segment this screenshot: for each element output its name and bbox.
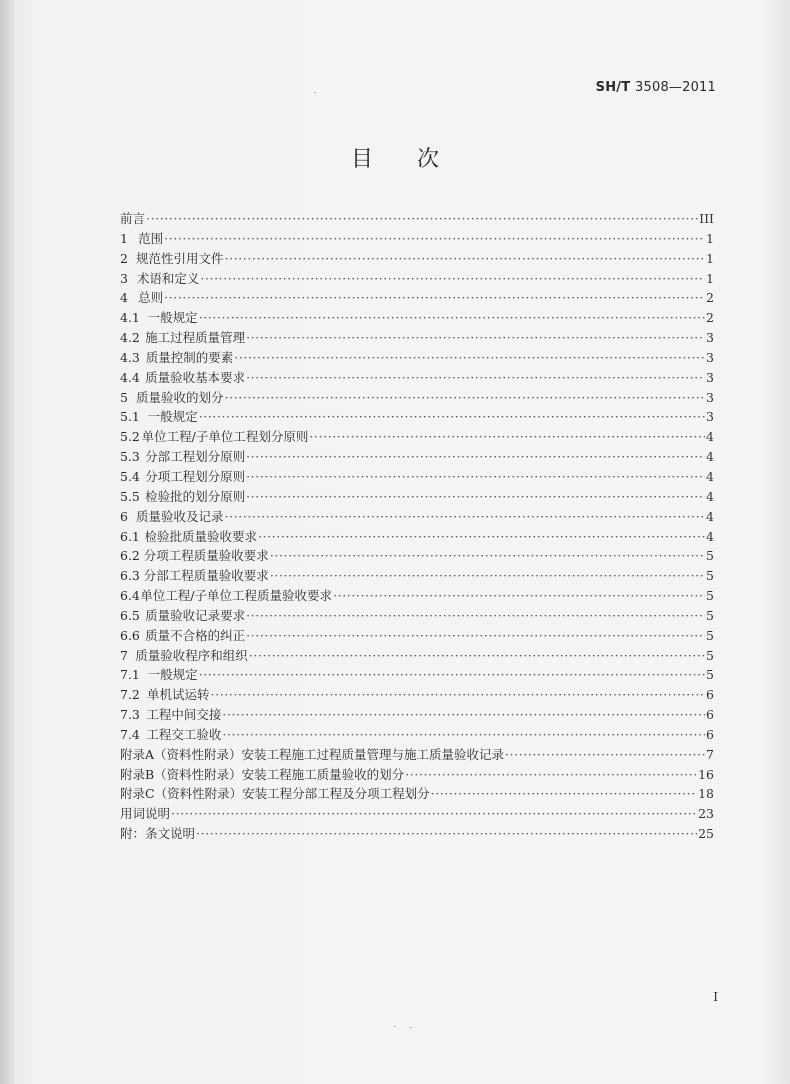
toc-entry-number: 4 [120, 290, 128, 306]
toc-dot-leader [211, 685, 706, 705]
toc-dot-leader [246, 487, 705, 507]
toc-entry-number: 7.1 [120, 667, 140, 683]
toc-dot-leader [309, 427, 705, 447]
toc-entry [120, 348, 714, 368]
toc-entry-page: 18 [698, 786, 714, 802]
toc-entry-page: 3 [706, 349, 714, 365]
toc-entry-label: 前言 [120, 211, 146, 226]
toc-entry [120, 328, 714, 348]
toc-entry-page: 1 [706, 250, 714, 266]
toc-entry [120, 427, 714, 447]
document-code-number: 3508—2011 [635, 80, 716, 95]
toc-dot-leader [225, 249, 705, 269]
toc-entry [120, 646, 714, 666]
toc-entry-page: 5 [706, 627, 714, 643]
toc-entry-label: 范围 [138, 230, 164, 246]
toc-entry-label: 一般规定 [147, 310, 198, 326]
toc-entry-page: 4 [706, 429, 714, 445]
table-of-contents [120, 209, 714, 844]
toc-entry [120, 467, 714, 487]
toc-entry-page: 5 [706, 607, 714, 623]
toc-entry-page: 5 [706, 548, 714, 564]
toc-entry-label: 一般规定 [147, 667, 198, 683]
toc-dot-leader [246, 368, 705, 388]
toc-dot-leader [258, 527, 705, 547]
toc-entry-label: 质量验收及记录 [136, 508, 224, 524]
toc-entry [120, 586, 714, 606]
toc-entry [120, 784, 714, 804]
toc-dot-leader [164, 229, 705, 249]
toc-entry-label: 检验批的划分原则 [145, 488, 246, 504]
toc-entry [120, 765, 714, 785]
toc-dot-leader [333, 586, 705, 606]
toc-entry-label: 一般规定 [147, 409, 198, 425]
toc-entry-number: 5 [120, 389, 128, 405]
toc-entry-number: 3 [120, 270, 128, 286]
toc-entry-number: 7 [120, 647, 128, 663]
toc-dot-leader [199, 665, 705, 685]
page-title: 目次 [350, 147, 483, 172]
toc-dot-leader [225, 507, 705, 527]
toc-entry-number: 6.4 [120, 588, 140, 604]
toc-entry-page: 3 [706, 369, 714, 385]
toc-entry [120, 249, 714, 269]
toc-entry-number: 7.2 [120, 687, 140, 703]
toc-dot-leader [505, 745, 705, 765]
toc-entry-page: 16 [698, 766, 714, 782]
toc-entry-label: 工程中间交接 [146, 707, 222, 723]
toc-entry-label: 分部工程质量验收要求 [143, 568, 269, 584]
toc-entry [120, 745, 714, 765]
toc-dot-leader [246, 328, 705, 348]
toc-entry-page: 7 [706, 746, 714, 762]
toc-entry-page: 4 [706, 449, 714, 465]
toc-entry-label: 检验批质量验收要求 [144, 528, 257, 544]
toc-entry-number: 6 [120, 508, 128, 524]
toc-entry-number: 6.2 [120, 548, 140, 564]
toc-entry-page: III [699, 211, 714, 226]
toc-entry [120, 388, 714, 408]
toc-entry-page: 3 [706, 389, 714, 405]
toc-dot-leader [164, 288, 705, 308]
toc-entry [120, 606, 714, 626]
toc-entry-number: 6.5 [120, 607, 140, 623]
toc-entry-number: 7.4 [120, 726, 140, 742]
toc-entry-number: 4.2 [120, 330, 140, 346]
toc-entry-number: 5.1 [120, 409, 140, 425]
toc-entry [120, 229, 714, 249]
toc-dot-leader [234, 348, 705, 368]
toc-entry [120, 407, 714, 427]
toc-entry-page: 4 [706, 528, 714, 544]
toc-entry-number: 5.2 [120, 429, 140, 445]
toc-entry-label: 术语和定义 [136, 270, 200, 286]
toc-entry-page: 4 [706, 508, 714, 524]
toc-dot-leader [431, 784, 698, 804]
toc-entry-page: 5 [706, 647, 714, 663]
toc-entry-page: 2 [706, 290, 714, 306]
toc-entry-page: 1 [706, 230, 714, 246]
toc-entry-number: 4.1 [120, 310, 140, 326]
toc-entry [120, 269, 714, 289]
document-code [596, 80, 716, 95]
toc-entry-page: 4 [706, 488, 714, 504]
toc-entry-label: 分项工程划分原则 [145, 468, 246, 484]
toc-entry-page: 5 [706, 588, 714, 604]
toc-entry-label: 用词说明 [120, 806, 171, 822]
toc-entry-number: 5.4 [120, 468, 140, 484]
toc-entry [120, 527, 714, 547]
toc-entry-number: 4.3 [120, 349, 140, 365]
scan-speck [394, 1026, 396, 1027]
toc-entry-page: 23 [698, 806, 714, 822]
toc-entry [120, 546, 714, 566]
page-number: I [713, 990, 718, 1004]
toc-dot-leader [270, 546, 705, 566]
toc-entry-page: 6 [706, 687, 714, 703]
toc-entry-number: 4.4 [120, 369, 140, 385]
toc-entry-page: 6 [706, 726, 714, 742]
toc-dot-leader [171, 804, 697, 824]
toc-entry [120, 368, 714, 388]
toc-entry [120, 665, 714, 685]
toc-entry [120, 685, 714, 705]
toc-entry-label: 质量验收程序和组织 [135, 647, 248, 663]
toc-entry-number: 2 [120, 250, 128, 266]
toc-dot-leader [270, 566, 705, 586]
toc-entry-number: 6.6 [120, 627, 140, 643]
toc-entry-label: 工程交工验收 [146, 726, 222, 742]
toc-entry-page: 25 [698, 826, 714, 842]
toc-entry-label: 单位工程/子单位工程划分原则 [141, 429, 309, 445]
toc-entry [120, 447, 714, 467]
toc-entry [120, 308, 714, 328]
toc-entry-label: 附录C（资料性附录）安装工程分部工程及分项工程划分 [120, 786, 430, 802]
toc-entry-label: 附录B（资料性附录）安装工程施工质量验收的划分 [120, 766, 405, 782]
toc-entry-label: 附录A（资料性附录）安装工程施工过程质量管理与施工质量验收记录 [120, 746, 505, 762]
toc-entry-number: 6.1 [120, 528, 140, 544]
toc-entry-page: 5 [706, 667, 714, 683]
toc-entry [120, 288, 714, 308]
toc-entry [120, 824, 714, 844]
toc-entry-number: 5.3 [120, 449, 140, 465]
toc-entry-page: 1 [706, 270, 714, 286]
toc-dot-leader [222, 705, 705, 725]
toc-dot-leader [146, 209, 698, 229]
toc-entry-label: 质量不合格的纠正 [145, 627, 246, 643]
toc-entry-label: 质量验收记录要求 [145, 607, 246, 623]
toc-entry-label: 质量验收的划分 [136, 389, 224, 405]
toc-entry-label: 分部工程划分原则 [145, 449, 246, 465]
toc-entry-label: 附：条文说明 [120, 826, 196, 842]
toc-entry-number: 1 [120, 230, 128, 246]
toc-dot-leader [225, 388, 705, 408]
toc-entry [120, 507, 714, 527]
toc-entry-page: 2 [706, 310, 714, 326]
toc-entry-label: 总则 [138, 290, 164, 306]
toc-dot-leader [405, 765, 697, 785]
toc-dot-leader [249, 646, 705, 666]
toc-dot-leader [196, 824, 697, 844]
toc-entry [120, 725, 714, 745]
toc-entry-page: 3 [706, 409, 714, 425]
toc-entry-label: 质量验收基本要求 [145, 369, 246, 385]
toc-dot-leader [246, 447, 705, 467]
toc-entry-page: 5 [706, 568, 714, 584]
scan-speck [314, 92, 316, 93]
toc-dot-leader [200, 269, 705, 289]
scan-speck [410, 1027, 412, 1028]
toc-entry [120, 487, 714, 507]
toc-entry-number: 6.3 [120, 568, 140, 584]
toc-dot-leader [222, 725, 705, 745]
document-code-prefix: SH/T [595, 80, 631, 95]
toc-entry [120, 705, 714, 725]
toc-dot-leader [246, 626, 705, 646]
toc-entry-number: 7.3 [120, 707, 140, 723]
toc-entry-label: 分项工程质量验收要求 [143, 548, 269, 564]
toc-dot-leader [199, 308, 705, 328]
toc-dot-leader [246, 606, 705, 626]
toc-entry-number: 5.5 [120, 488, 140, 504]
toc-dot-leader [199, 407, 705, 427]
toc-entry-label: 单机试运转 [147, 687, 210, 703]
toc-entry [120, 804, 714, 824]
toc-entry [120, 209, 714, 229]
toc-entry-page: 4 [706, 468, 714, 484]
toc-entry-label: 规范性引用文件 [136, 250, 224, 266]
toc-entry-page: 6 [706, 707, 714, 723]
toc-entry [120, 626, 714, 646]
toc-entry [120, 566, 714, 586]
toc-dot-leader [246, 467, 705, 487]
toc-entry-label: 质量控制的要素 [145, 349, 234, 365]
toc-entry-page: 3 [706, 330, 714, 346]
toc-entry-label: 单位工程/子单位工程质量验收要求 [140, 588, 333, 604]
toc-entry-label: 施工过程质量管理 [145, 330, 246, 346]
